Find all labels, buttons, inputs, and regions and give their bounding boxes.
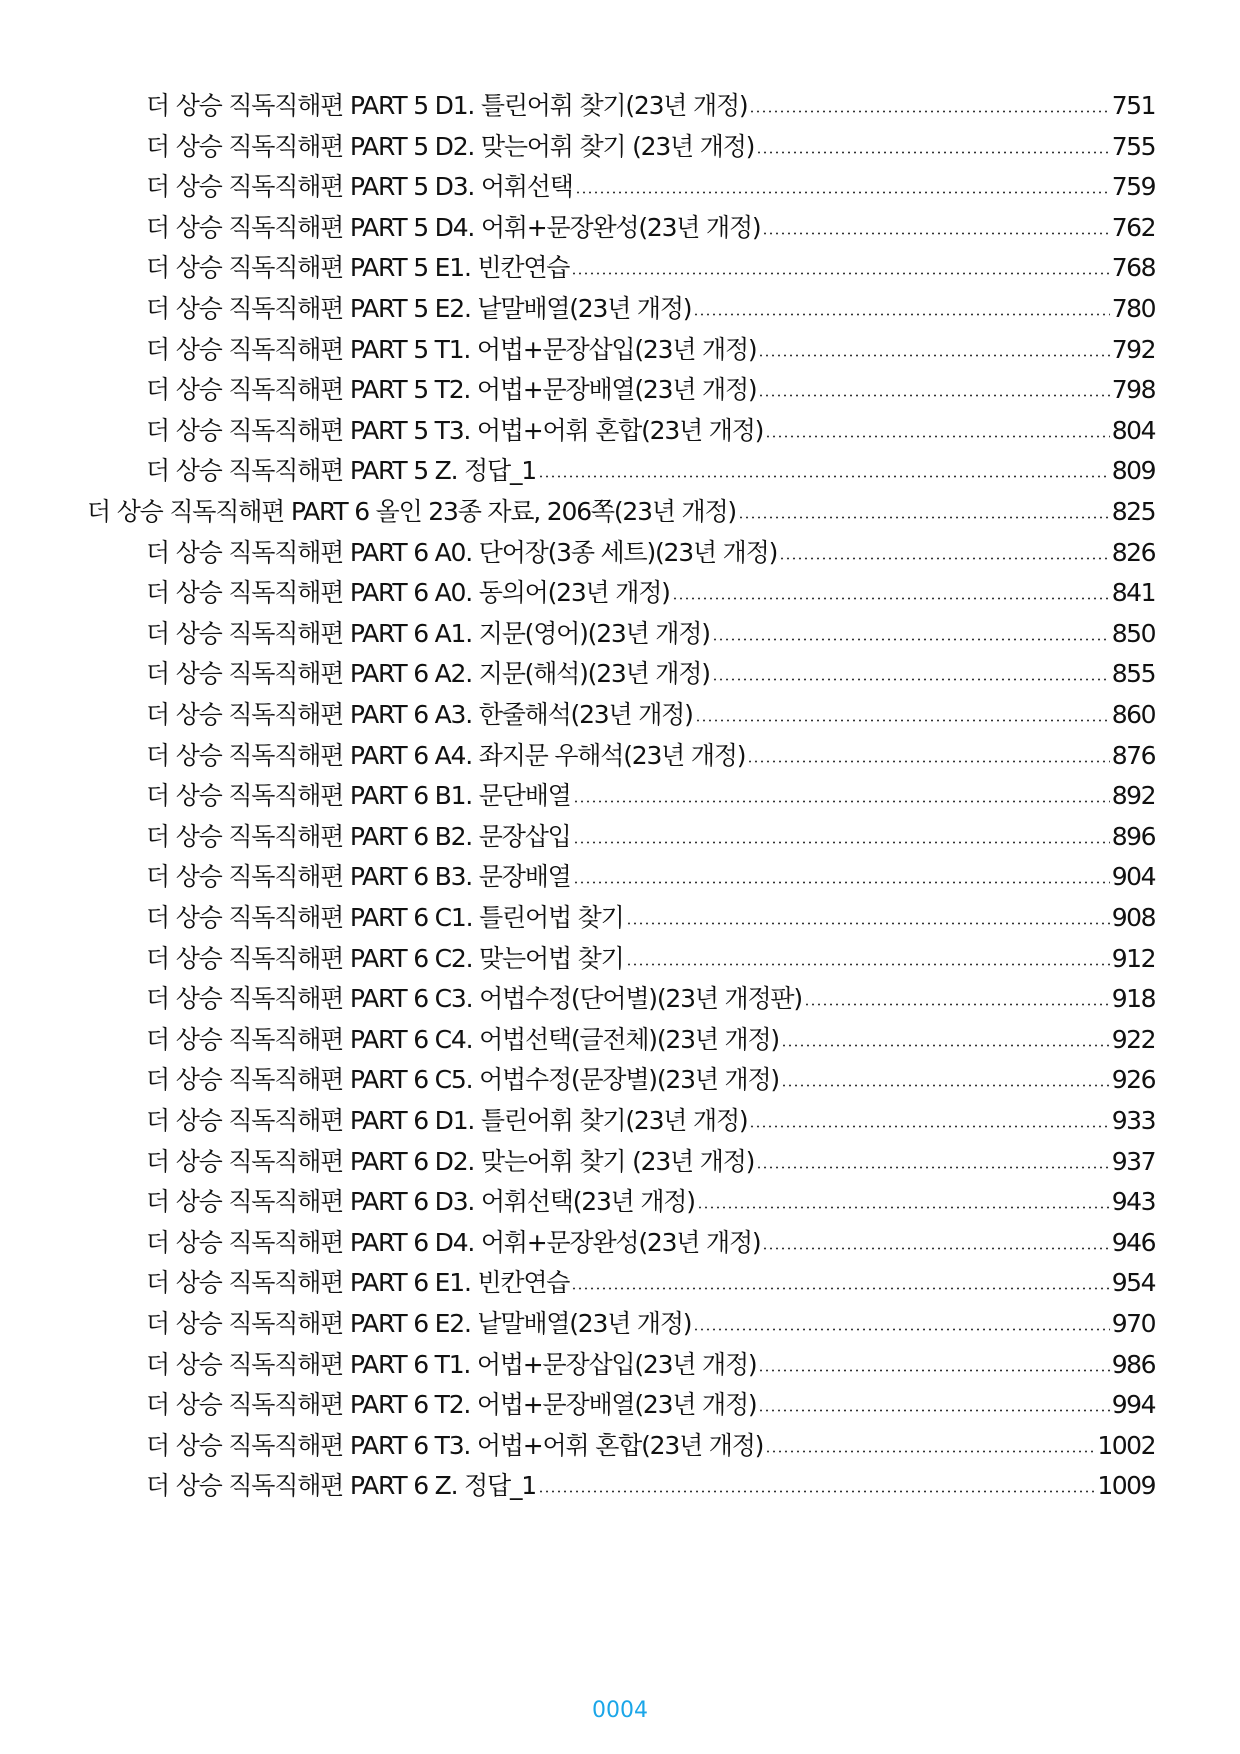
dot-leader: [626, 963, 1110, 966]
toc-entry-title: 더 상승 직독직해편 PART 6 C4. 어법선택(글전체)(23년 개정): [146, 1024, 779, 1054]
dot-leader: [758, 1369, 1109, 1372]
dot-leader: [695, 719, 1110, 722]
dot-leader: [756, 151, 1110, 154]
toc-entry-page-number: 792: [1111, 334, 1155, 364]
dot-leader: [758, 394, 1109, 397]
toc-entry-title: 더 상승 직독직해편 PART 6 T2. 어법+문장배열(23년 개정): [146, 1390, 757, 1420]
dot-leader: [693, 1328, 1109, 1331]
toc-entry[interactable]: [146, 533, 1155, 569]
toc-entry[interactable]: [146, 411, 1155, 447]
toc-entry[interactable]: [146, 776, 1155, 812]
dot-leader: [738, 516, 1110, 519]
dot-leader: [749, 110, 1109, 113]
toc-entry[interactable]: [146, 208, 1155, 244]
dot-leader: [765, 1450, 1095, 1453]
toc-entry-title: 더 상승 직독직해편 PART 6 A0. 동의어(23년 개정): [146, 578, 670, 608]
toc-entry-title: 더 상승 직독직해편 PART 6 B3. 문장배열: [146, 862, 571, 892]
toc-entry-title: 더 상승 직독직해편 PART 6 A2. 지문(해석)(23년 개정): [146, 659, 710, 689]
toc-entry-title: 더 상승 직독직해편 PART 6 T3. 어법+어휘 혼합(23년 개정): [146, 1430, 764, 1460]
toc-entry-title: 더 상승 직독직해편 PART 5 T1. 어법+문장삽입(23년 개정): [146, 334, 757, 364]
toc-entry-page-number: 937: [1111, 1146, 1155, 1176]
toc-entry[interactable]: [146, 654, 1155, 690]
toc-entry[interactable]: [146, 736, 1155, 772]
toc-entry-page-number: 904: [1111, 862, 1155, 892]
dot-leader: [781, 1084, 1110, 1087]
dot-leader: [693, 313, 1109, 316]
dot-leader: [781, 1044, 1110, 1047]
dot-leader: [762, 1247, 1109, 1250]
dot-leader: [571, 272, 1110, 275]
toc-entry-title: 더 상승 직독직해편 PART 5 D3. 어휘선택: [146, 172, 573, 202]
dot-leader: [573, 881, 1110, 884]
toc-entry-title: 더 상승 직독직해편 PART 5 T2. 어법+문장배열(23년 개정): [146, 375, 757, 405]
toc-entry-page-number: 860: [1111, 700, 1155, 729]
toc-entry-title: 더 상승 직독직해편 PART 6 A3. 한줄해석(23년 개정): [146, 700, 693, 729]
dot-leader: [747, 760, 1109, 763]
toc-entry-page-number: 922: [1111, 1024, 1155, 1054]
toc-entry-page-number: 1002: [1097, 1430, 1155, 1460]
toc-entry[interactable]: [146, 1426, 1155, 1462]
dot-leader: [758, 354, 1109, 357]
toc-entry-page-number: 780: [1111, 294, 1155, 323]
toc-entry-page-number: 926: [1111, 1065, 1155, 1095]
toc-entry-title: 더 상승 직독직해편 PART 5 T3. 어법+어휘 혼합(23년 개정): [146, 415, 764, 445]
toc-entry[interactable]: [146, 1060, 1155, 1096]
toc-entry[interactable]: [146, 939, 1155, 975]
dot-leader: [697, 1206, 1110, 1209]
toc-entry-title: 더 상승 직독직해편 PART 6 C2. 맞는어법 찾기: [146, 943, 624, 973]
dot-leader: [672, 597, 1110, 600]
toc-entry-page-number: 1009: [1097, 1471, 1155, 1501]
toc-entry[interactable]: [146, 330, 1155, 366]
toc-entry-page-number: 954: [1111, 1268, 1155, 1298]
toc-entry[interactable]: [146, 451, 1155, 487]
toc-entry-title: 더 상승 직독직해편 PART 5 D1. 틀린어휘 찾기(23년 개정): [146, 91, 748, 120]
toc-entry[interactable]: [146, 857, 1155, 893]
toc-entry-page-number: 986: [1111, 1349, 1155, 1379]
toc-entry-title: 더 상승 직독직해편 PART 6 T1. 어법+문장삽입(23년 개정): [146, 1349, 757, 1379]
toc-entry-title: 더 상승 직독직해편 PART 6 A1. 지문(영어)(23년 개정): [146, 618, 710, 648]
toc-entry[interactable]: [146, 86, 1155, 122]
toc-entry[interactable]: [146, 1304, 1155, 1340]
dot-leader: [573, 841, 1110, 844]
toc-entry-title: 더 상승 직독직해편 PART 5 D4. 어휘+문장완성(23년 개정): [146, 212, 761, 242]
toc-entry[interactable]: [146, 817, 1155, 853]
toc-entry-title: 더 상승 직독직해편 PART 6 B1. 문단배열: [146, 781, 571, 811]
toc-entry-page-number: 933: [1111, 1106, 1155, 1135]
toc-entry-page-number: 798: [1111, 375, 1155, 405]
toc-entry-page-number: 876: [1111, 740, 1155, 770]
toc-entry[interactable]: [146, 289, 1155, 325]
toc-entry[interactable]: [146, 1345, 1155, 1381]
toc-entry-title: 더 상승 직독직해편 PART 5 D2. 맞는어휘 찾기 (23년 개정): [146, 131, 755, 161]
page-number: 0004: [592, 1698, 648, 1723]
toc-entry-page-number: 946: [1111, 1227, 1155, 1257]
toc-entry-title: 더 상승 직독직해편 PART 6 A4. 좌지문 우해석(23년 개정): [146, 740, 746, 770]
toc-entry-title: 더 상승 직독직해편 PART 6 B2. 문장삽입: [146, 821, 571, 851]
toc-entry[interactable]: [146, 1385, 1155, 1421]
toc-entry-page-number: 841: [1111, 578, 1155, 608]
toc-entry-page-number: 918: [1111, 984, 1155, 1014]
toc-entry-page-number: 943: [1111, 1187, 1155, 1217]
toc-entry[interactable]: [146, 167, 1155, 203]
toc-entry-page-number: 768: [1111, 253, 1155, 283]
toc-entry-page-number: 759: [1111, 172, 1155, 202]
dot-leader: [538, 1490, 1095, 1493]
dot-leader: [573, 800, 1110, 803]
toc-entry-page-number: 892: [1111, 781, 1155, 811]
dot-leader: [756, 1166, 1110, 1169]
toc-entry[interactable]: [146, 127, 1155, 163]
toc-entry-title: 더 상승 직독직해편 PART 5 Z. 정답_1: [146, 456, 536, 486]
toc-entry-title: 더 상승 직독직해편 PART 6 Z. 정답_1: [146, 1471, 536, 1501]
dot-leader: [758, 1409, 1109, 1412]
toc-entry-page-number: 809: [1111, 456, 1155, 486]
toc-entry[interactable]: [146, 1142, 1155, 1178]
toc-entry[interactable]: [146, 248, 1155, 284]
dot-leader: [804, 1003, 1110, 1006]
toc-entry[interactable]: [146, 1466, 1155, 1502]
dot-leader: [765, 435, 1110, 438]
toc-entry[interactable]: [146, 370, 1155, 406]
toc-entry[interactable]: [146, 1223, 1155, 1259]
toc-entry-page-number: 908: [1111, 903, 1155, 932]
dot-leader: [571, 1287, 1110, 1290]
toc-entry[interactable]: [146, 898, 1155, 934]
toc-entry[interactable]: [146, 614, 1155, 650]
toc-entry[interactable]: [146, 573, 1155, 609]
toc-entry-page-number: 826: [1111, 537, 1155, 567]
dot-leader: [538, 475, 1110, 478]
toc-entry[interactable]: [146, 1182, 1155, 1218]
dot-leader: [749, 1125, 1109, 1128]
toc-entry-title: 더 상승 직독직해편 PART 6 올인 23종 자료, 206쪽(23년 개정): [87, 497, 736, 526]
toc-entry-title: 더 상승 직독직해편 PART 5 E2. 낱말배열(23년 개정): [146, 294, 692, 323]
toc-entry-title: 더 상승 직독직해편 PART 6 D3. 어휘선택(23년 개정): [146, 1187, 695, 1217]
toc-entry-page-number: 762: [1111, 212, 1155, 242]
toc-entry-page-number: 912: [1111, 943, 1155, 973]
toc-entry-title: 더 상승 직독직해편 PART 6 C5. 어법수정(문장별)(23년 개정): [146, 1065, 779, 1095]
dot-leader: [626, 922, 1110, 925]
dot-leader: [779, 557, 1110, 560]
toc-entry-title: 더 상승 직독직해편 PART 6 D4. 어휘+문장완성(23년 개정): [146, 1227, 761, 1257]
toc-entry-title: 더 상승 직독직해편 PART 6 C3. 어법수정(단어별)(23년 개정판): [146, 984, 802, 1014]
toc-entry[interactable]: [146, 1020, 1155, 1056]
dot-leader: [712, 638, 1110, 641]
toc-entry-page-number: 994: [1111, 1390, 1155, 1420]
toc-entry-title: 더 상승 직독직해편 PART 6 D2. 맞는어휘 찾기 (23년 개정): [146, 1146, 755, 1176]
dot-leader: [762, 232, 1109, 235]
toc-entry-title: 더 상승 직독직해편 PART 6 D1. 틀린어휘 찾기(23년 개정): [146, 1106, 748, 1135]
toc-entry-title: 더 상승 직독직해편 PART 5 E1. 빈칸연습: [146, 253, 570, 283]
toc-entry-page-number: 825: [1111, 497, 1155, 526]
toc-entry-page-number: 850: [1111, 618, 1155, 648]
toc-entry[interactable]: [146, 1101, 1155, 1137]
toc-entry-page-number: 751: [1111, 91, 1155, 120]
dot-leader: [712, 678, 1110, 681]
toc-entry-page-number: 896: [1111, 821, 1155, 851]
toc-entry-page-number: 804: [1111, 415, 1155, 445]
toc-entry-title: 더 상승 직독직해편 PART 6 C1. 틀린어법 찾기: [146, 903, 624, 932]
toc-entry-title: 더 상승 직독직해편 PART 6 E1. 빈칸연습: [146, 1268, 570, 1298]
dot-leader: [575, 191, 1110, 194]
toc-entry[interactable]: [146, 979, 1155, 1015]
toc-entry[interactable]: [146, 695, 1155, 731]
toc-entry-page-number: 755: [1111, 131, 1155, 161]
toc-entry-title: 더 상승 직독직해편 PART 6 A0. 단어장(3종 세트)(23년 개정): [146, 537, 778, 567]
toc-entry[interactable]: [146, 1263, 1155, 1299]
toc-entry-page-number: 855: [1111, 659, 1155, 689]
toc-entry-title: 더 상승 직독직해편 PART 6 E2. 낱말배열(23년 개정): [146, 1309, 692, 1338]
toc-entry[interactable]: [87, 492, 1155, 528]
toc-entry-page-number: 970: [1111, 1309, 1155, 1338]
